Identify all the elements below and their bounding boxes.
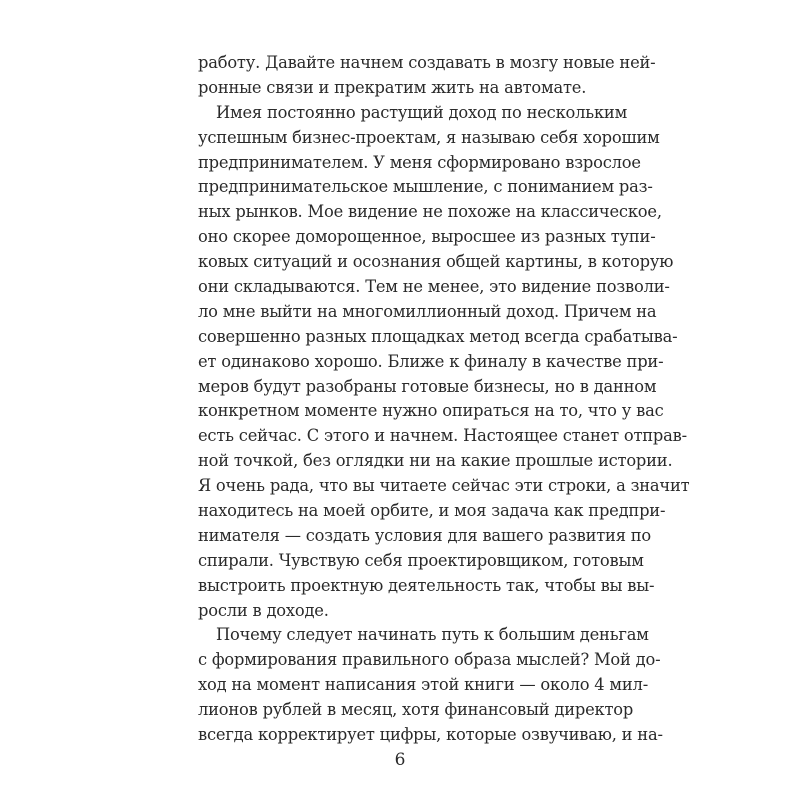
body-text [198, 51, 690, 748]
text-line: работу. Давайте начнем создавать в мозгу новые ней- [198, 53, 656, 72]
text-line: ной точкой, без оглядки ни на какие прошлые истории. [198, 451, 673, 471]
text-line: с формирования правильного образа мыслей? Мой до- [198, 650, 661, 670]
text-line: ет одинаково хорошо. Ближе к финалу в качестве при- [198, 351, 664, 371]
text-line: Почему следует начинать путь к большим деньгам [216, 625, 649, 645]
page-number: 6 [394, 750, 406, 770]
text-line: Имея постоянно растущий доход по нескольким [216, 102, 628, 122]
text-line: ло мне выйти на многомиллионный доход. Причем на [198, 301, 657, 321]
text-line: спирали. Чувствую себя проектировщиком, готовым [198, 550, 644, 570]
text-line: предпринимателем. У меня сформировано взрослое [198, 152, 641, 172]
text-line: находитесь на моей орбите, и моя задача как предпри- [198, 501, 666, 521]
text-line: конкретном моменте нужно опираться на то, что у вас [198, 401, 664, 421]
text-line: выстроить проектную деятельность так, чтобы вы вы- [198, 575, 655, 595]
text-line: ход на момент написания этой книги — около 4 мил- [198, 675, 648, 695]
text-line: совершенно разных площадках метод всегда срабатыва- [198, 326, 678, 346]
text-line: ронные связи и прекратим жить на автомате. [198, 77, 587, 97]
text-line: предпринимательское мышление, с пониманием раз- [198, 177, 653, 197]
text-line: успешным бизнес-проектам, я называю себя хорошим [198, 127, 660, 147]
text-line: есть сейчас. С этого и начнем. Настоящее станет отправ- [198, 426, 687, 446]
text-line: оно скорее доморощенное, выросшее из разных тупи- [198, 227, 656, 247]
text-line: лионов рублей в месяц, хотя финансовый директор [198, 700, 634, 720]
text-line: нимателя — создать условия для вашего развития по [198, 525, 651, 545]
text-line: росли в доходе. [198, 600, 329, 620]
text-line: всегда корректирует цифры, которые озвучиваю, и на- [198, 725, 663, 745]
text-line: Я очень рада, что вы читаете сейчас эти строки, а значит [198, 476, 690, 496]
text-line: ковых ситуаций и осознания общей картины, в которую [198, 252, 674, 272]
text-line: они складываются. Тем не менее, это видение позволи- [198, 277, 670, 297]
text-line: ных рынков. Мое видение не похоже на классическое, [198, 202, 662, 222]
text-line: меров будут разобраны готовые бизнесы, но в данном [198, 376, 657, 396]
